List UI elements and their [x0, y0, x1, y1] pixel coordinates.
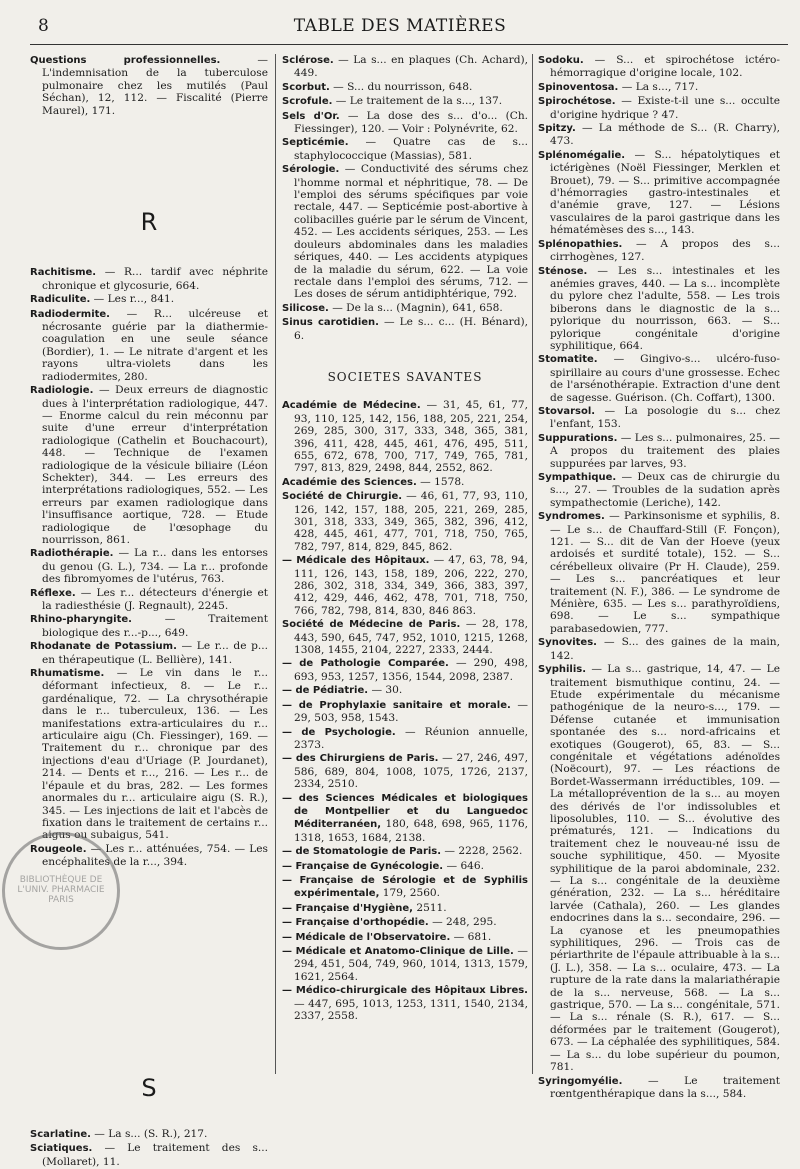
index-entry: [282, 726, 528, 752]
index-term: Sinus carotidien.: [282, 317, 379, 329]
index-entry: [538, 405, 780, 431]
index-references: — R... ulcéreuse et nécrosante guérie par la diathermie-coagulation en une seule séance (Bordier), 1. — Le nitrate d'argent et les rayons ultra-violets dans les radiodermites, 280.: [42, 307, 268, 383]
index-term: Suppurations.: [538, 432, 618, 444]
index-term: — Française de Sérologie et de Syphilis expérimentale,: [282, 874, 528, 900]
index-entry: [538, 54, 780, 80]
index-references: 179, 2560.: [379, 887, 441, 900]
index-references: — La méthode de S... (R. Charry), 473.: [550, 122, 780, 148]
index-term: Société de Médecine de Paris.: [282, 619, 461, 631]
index-term: — de Pathologie Comparée.: [282, 658, 449, 670]
index-references: — Réunion annuelle, 2373.: [294, 725, 528, 751]
index-term: Scarlatine.: [30, 1128, 91, 1140]
index-references: — A propos des s... cirrhogènes, 127.: [550, 237, 780, 264]
index-entry: [282, 945, 528, 983]
index-term: — Médicale et Anatomo-Clinique de Lille.: [282, 946, 514, 957]
index-entry: [282, 618, 528, 656]
index-references: — 31, 45, 61, 77, 93, 110, 125, 142, 156, 188, 205, 221, 254, 269, 285, 300, 317, 333, 348, 365, 381, 396, 411, 428, 445, 461, 476, 495, 511, 655, 672, 678, 700, 717, 749, 765, 781, 797, 813, 829, 2498, 844, 2552, 862.: [294, 399, 528, 475]
index-term: — Médicale de l'Observatoire.: [282, 931, 451, 943]
index-references: — Parkinsonisme et syphilis, 8. — Le s... de Chauffard-Still (F. Fonçon), 121. — S... dit de Van der Hoeve (yeux ardoisés et surdité totale), 152. — S... cérébelleux olivaire (Pr H. Claude), 259. — Les s... pancréatiques et leur traitement (N. F.), 386. — Le syndrome de Ménière, 635. — Les s... parathyroïdiens, 698. — Le s... sympathique parabasedowien, 777.: [550, 510, 780, 635]
index-term: Rhodanate de Potassium.: [30, 641, 177, 653]
index-entry: [282, 657, 528, 683]
index-term: Réflexe.: [30, 587, 76, 599]
index-term: — de Stomatologie de Paris.: [282, 846, 442, 858]
index-entry: [538, 432, 780, 470]
index-term: Académie de Médecine.: [282, 400, 421, 412]
index-references: — La s..., 717.: [618, 80, 699, 93]
index-references: — Deux cas de chirurgie du s..., 27. — Troubles de la sudation après sympathectomie (Leriche), 142.: [550, 471, 780, 509]
index-entry: [282, 554, 528, 617]
index-references: — R... tardif avec néphrite chronique et glycosurie, 664.: [42, 266, 268, 292]
index-entry: [30, 640, 268, 666]
index-entry: [282, 916, 528, 929]
index-references: — Les r..., 841.: [90, 293, 175, 306]
middle-entries: [282, 54, 528, 342]
index-entry: [282, 110, 528, 136]
running-head: TABLE DES MATIÈRES: [293, 16, 507, 36]
letter-r-heading: R: [140, 208, 158, 237]
index-term: Spitzy.: [538, 123, 576, 135]
index-entry: [538, 265, 780, 353]
index-entry: [30, 613, 268, 639]
index-references: — 46, 61, 77, 93, 110, 126, 142, 157, 188, 205, 221, 269, 285, 301, 318, 333, 349, 365, 382, 396, 412, 428, 445, 461, 477, 701, 718, 750, 765, 782, 797, 814, 829, 845, 862.: [294, 490, 528, 553]
index-entry: [538, 238, 780, 264]
index-term: — Médico-chirurgicale des Hôpitaux Libres.: [282, 985, 528, 997]
index-references: — La s... (S. R.), 217.: [90, 1127, 208, 1140]
index-references: — 447, 695, 1013, 1253, 1311, 1540, 2134, 2337, 2558.: [294, 997, 528, 1023]
index-references: — Les s... intestinales et les anémies graves, 440. — La s... incomplète du pylore chez l'adulte, 558. — Les trois biberons dans le diagnostic de la s... pylorique du nourrisson, 663. — S... pylorique congénitale d'origine syphilitique, 664.: [550, 264, 780, 352]
index-term: Syringomyélie.: [538, 1075, 623, 1087]
index-term: Société de Chirurgie.: [282, 491, 403, 503]
index-term: Rhino-pharyngite.: [30, 614, 132, 626]
index-references: — La s... en plaques (Ch. Achard), 449.: [294, 54, 528, 80]
index-entry: [30, 587, 268, 613]
index-references: 180, 648, 698, 965, 1176, 1318, 1653, 1684, 2138.: [294, 818, 528, 844]
index-term: Splénomégalie.: [538, 149, 626, 161]
index-entry: [30, 54, 268, 117]
index-references: — 30.: [368, 684, 403, 697]
column-middle: [282, 54, 528, 1023]
index-references: — S... et spirochétose ictéro-hémorragique d'origine locale, 102.: [550, 54, 780, 80]
index-entry: [282, 95, 528, 108]
index-term: Splénopathies.: [538, 238, 623, 250]
column-divider: [532, 54, 533, 1074]
index-references: — Gingivo-s... ulcéro-fuso-spirillaire au cours d'une grossesse. Echec de l'arsénothérapie. Extraction d'une dent de sagesse. Guérison. (Ch. Coffart), 1300.: [550, 353, 780, 404]
index-references: — 681.: [450, 930, 492, 943]
index-term: Scorbut.: [282, 81, 330, 93]
index-references: — 646.: [443, 859, 485, 872]
index-entry: [30, 266, 268, 292]
index-references: — La posologie du s... chez l'enfant, 153.: [550, 404, 780, 431]
index-references: — Deux erreurs de diagnostic dues à l'interprétation radiologique, 447. — Enorme calcul du rein méconnu par suite d'une erreur d'interprétation radiologique (Cathelin et Bouchacourt), 448. — Technique de l'examen radiologique de la vésicule biliaire (Léon Schekter), 344. — Les erreurs des interprétations radiologiques, 552. — Les erreurs par examen radiologique dans l'insuffisance aortique, 728. — Etude radiologique de l'œsophage du nourrisson, 861.: [42, 384, 268, 546]
r-entries: [30, 266, 268, 868]
index-entry: [282, 163, 528, 300]
index-term: — de Pédiatrie.: [282, 685, 369, 697]
index-references: — La dose des s... d'o... (Ch. Fiessinger), 120. — Voir : Polynévrite, 62.: [294, 109, 529, 136]
index-entry: [30, 384, 268, 546]
index-references: — S... hépatolytiques et ictérigènes (Noël Fiessinger, Merklen et Brouet), 79. — S... primitive accompagnée d'hémorragies gastro-intestinales et d'anémie grave, 127. — Lésions vasculaires de la paroi gastrique dans les hématémèses des s..., 143.: [550, 148, 780, 237]
index-term: Syndromes.: [538, 511, 605, 523]
index-entry: [30, 1142, 268, 1168]
index-term: Rachitisme.: [30, 267, 97, 279]
index-term: Questions professionnelles.: [30, 55, 221, 66]
index-entry: [282, 860, 528, 873]
index-references: — S... des gaines de la main, 142.: [550, 636, 780, 662]
index-entry: [538, 149, 780, 237]
index-entry: [30, 293, 268, 306]
index-term: — des Chirurgiens de Paris.: [282, 753, 439, 765]
index-references: — 27, 246, 497, 586, 689, 804, 1008, 1075, 1726, 2137, 2334, 2510.: [294, 752, 528, 791]
index-references: 2511.: [412, 901, 447, 914]
index-entry: [538, 510, 780, 635]
index-references: — Le s... c... (H. Bénard), 6.: [294, 316, 528, 342]
index-term: Spinoventosa.: [538, 81, 619, 93]
index-term: Spirochétose.: [538, 96, 616, 108]
index-references: — 248, 295.: [428, 916, 497, 929]
index-references: — 294, 451, 504, 749, 960, 1014, 1313, 1579, 1621, 2564.: [294, 945, 528, 983]
index-references: — 28, 178, 443, 590, 645, 747, 952, 1010, 1215, 1268, 1308, 1455, 2104, 2227, 2333, 2444.: [294, 618, 528, 657]
index-entry: [282, 845, 528, 858]
index-entry: [538, 95, 780, 121]
index-term: Sciatiques.: [30, 1143, 93, 1155]
index-entry: [282, 81, 528, 94]
index-entry: [282, 684, 528, 697]
index-references: — 2228, 2562.: [441, 845, 523, 858]
index-term: Scrofule.: [282, 96, 333, 108]
index-term: Sels d'Or.: [282, 110, 340, 122]
index-entry: [282, 54, 528, 80]
index-term: Synovites.: [538, 637, 597, 649]
index-entry: [282, 490, 528, 553]
index-term: Radiothérapie.: [30, 548, 114, 560]
library-stamp: [2, 832, 120, 950]
index-entry: [538, 353, 780, 404]
page-number: 8: [38, 16, 49, 36]
index-term: Stovarsol.: [538, 405, 596, 417]
index-term: Académie des Sciences.: [282, 476, 417, 488]
right-entries: [538, 54, 780, 1100]
index-term: Radiologie.: [30, 385, 94, 397]
index-entry: [282, 476, 528, 489]
index-term: Radiodermite.: [30, 308, 110, 320]
index-term: — Médicale des Hôpitaux.: [282, 555, 430, 567]
index-references: — La s... gastrique, 14, 47. — Le traitement bismuthique continu, 24. — Etude expérimentale du mécanisme pathogénique de la neuro-s..., 179. — Défense cutanée et immunisation spontanée des s... nord-africains et exotiques (Gougerot), 65, 83. — S... congénitale et végétations adénoïdes (Noëcourt), 97. — Les réactions de Bordet-Wassermann irréductibles, 109. — La métalloprévention de la s... au moyen des dérivés de l'or indissolubles et liposolubles, 110. — S... évolutive des prématurés, 121. — Indications du traitement chez le nouveau-né issu de souche syphilitique, 450. — Myosite syphilitique de la paroi abdominale, 232. — La s... congénitale de la deuxième génération, 232. — La s... héréditaire larvée (Cathala), 260. — Les glandes endocrines dans la s... secondaire, 296. — La cyanose et les pneumopathies syphilitiques, 296. — Trois cas de périarthrite de l'épaule attribuable à la s... (J. L.), 358. — La s... oculaire, 473. — La rupture de la rate dans la malariathérapie de la s... nerveuse, 568. — La s... gastrique, 570. — La s... congénitale, 571. — La s... rénale (S. R.), 617. — S... déformées par le traitement (Gougerot), 673. — La céphalée des syphilitiques, 584. — La s... du lobe supérieur du poumon, 781.: [550, 663, 780, 1074]
index-entry: [538, 663, 780, 1073]
index-term: Rougeole.: [30, 843, 87, 855]
index-term: Rhumatisme.: [30, 668, 105, 680]
index-references: — Les r... atténuées, 754. — Les encéphalites de la r..., 394.: [42, 842, 268, 869]
index-references: — 1578.: [416, 475, 465, 488]
index-entry: [30, 667, 268, 842]
index-term: — de Prophylaxie sanitaire et morale.: [282, 699, 511, 711]
index-references: — Le traitement de la s..., 137.: [332, 95, 503, 108]
index-term: Silicose.: [282, 302, 329, 314]
index-term: Sclérose.: [282, 55, 334, 66]
index-references: — Le r... de p... en thérapeutique (L. Bellière), 141.: [42, 640, 269, 666]
library-stamp-text: BIBLIOTHÈQUE DE L'UNIV. PHARMACIE PARIS: [17, 875, 105, 905]
index-entry: [538, 1075, 780, 1101]
column-right: [538, 54, 780, 1101]
index-references: — 290, 498, 693, 953, 1257, 1356, 1544, 2098, 2387.: [294, 657, 528, 683]
header-rule: [30, 44, 788, 45]
index-term: — de Psychologie.: [282, 726, 396, 738]
index-entry: [30, 1128, 268, 1141]
societes-savantes-heading: SOCIETES SAVANTES: [327, 369, 483, 384]
index-references: — Conductivité des sérums chez l'homme normal et néphritique, 78. — De l'emploi des sérums spécifiques par voie rectale, 447. — Septicémie post-abortive à colibacilles guérie par le sérum de Vincent, 452. — Les accidents sériques, 253. — Les douleurs abdominales dans les maladies sériques, 440. — Les accidents atypiques de la maladie du sérum, 622. — La voie rectale dans l'emploi des sérums, 712. — Les doses de sérum antidiphtérique, 792.: [294, 163, 528, 301]
index-entry: [282, 874, 528, 901]
index-term: Radiculite.: [30, 294, 91, 306]
index-references: — Existe-t-il une s... occulte d'origine hydrique ? 47.: [550, 95, 780, 121]
index-references: — 47, 63, 78, 94, 111, 126, 143, 158, 189, 206, 222, 270, 286, 302, 318, 334, 349, 366, 383, 397, 412, 429, 446, 462, 478, 701, 718, 750, 766, 782, 798, 814, 830, 846 863.: [294, 554, 528, 617]
index-references: — L'indemnisation de la tuberculose pulmonaire chez les mutilés (Paul Séchan), 12, 112. — Fiscalité (Pierre Maurel), 171.: [42, 54, 268, 117]
index-entry: [282, 984, 528, 1022]
index-entry: [282, 316, 528, 342]
letter-s-heading: S: [141, 1073, 157, 1102]
index-entry: [538, 471, 780, 509]
index-term: Syphilis.: [538, 664, 587, 676]
index-term: Sympathique.: [538, 472, 617, 483]
index-references: — Les r... détecteurs d'énergie et la radiesthésie (J. Regnault), 2245.: [42, 586, 268, 612]
index-entry: [282, 931, 528, 944]
index-term: Sténose.: [538, 265, 588, 277]
index-term: Septicémie.: [282, 137, 349, 149]
index-entry: [538, 122, 780, 148]
index-entry: [282, 302, 528, 315]
index-entry: [282, 699, 528, 725]
index-entry: [538, 636, 780, 662]
index-references: — Les s... pulmonaires, 25. — A propos du traitement des plaies suppurées par larves, 93.: [550, 431, 780, 470]
index-entry: [30, 547, 268, 585]
index-entry: [282, 399, 528, 474]
index-term: Stomatite.: [538, 354, 598, 366]
s-entries: [30, 1128, 268, 1168]
societes-entries: [282, 399, 528, 1022]
index-term: — Française de Gynécologie.: [282, 860, 444, 872]
column-divider: [275, 54, 276, 1074]
index-entry: [538, 81, 780, 94]
index-entry: [30, 308, 268, 383]
index-term: Sodoku.: [538, 55, 584, 66]
index-references: — S... du nourrisson, 648.: [329, 80, 473, 93]
index-references: — Le traitement rœntgenthérapique dans la s..., 584.: [550, 1074, 780, 1100]
q-entries: [30, 54, 268, 117]
index-references: — De la s... (Magnin), 641, 658.: [328, 301, 503, 314]
index-references: — Le vin dans le r... déformant infectieux, 8. — Le r... gardénalique, 72. — La chrysothérapie dans le r... tuberculeux, 136. — Les manifestations extra-articulaires du r... articulaire aigu (Ch. Fiessinger), 169. — Traitement du r... chronique par des injections d'eau d'Uriage (P. Jourdanet), 214. — Dents et r..., 216. — Les r... de l'épaule et du bras, 282. — Les formes anormales du r... articulaire aigu (S. R.), 345. — Les injections de lait et l'abcès de fixation dans le traitement de certains r... aigus ou subaigus, 541.: [42, 667, 268, 842]
index-entry: [282, 752, 528, 790]
index-references: — Traitement biologique des r...-p..., 649.: [42, 613, 268, 639]
index-entry: [282, 792, 528, 845]
index-references: — Le traitement des s... (Mollaret), 11.: [42, 1142, 268, 1168]
index-term: — Française d'Hygiène,: [282, 902, 413, 914]
index-term: — Française d'orthopédie.: [282, 917, 429, 929]
index-references: — La r... dans les entorses du genou (G. L.), 734. — La r... profonde des fibromyomes de l'utérus, 763.: [42, 547, 268, 586]
index-entry: [282, 136, 528, 162]
column-left: [30, 54, 268, 1169]
index-term: Sérologie.: [282, 164, 340, 176]
index-entry: [282, 902, 528, 915]
index-references: — Quatre cas de s... staphylococcique (Massias), 581.: [294, 136, 528, 162]
index-term: — des Sciences Médicales et biologiques de Montpellier et du Languedoc Méditerranéen,: [282, 792, 528, 831]
index-references: — 29, 503, 958, 1543.: [294, 698, 528, 725]
